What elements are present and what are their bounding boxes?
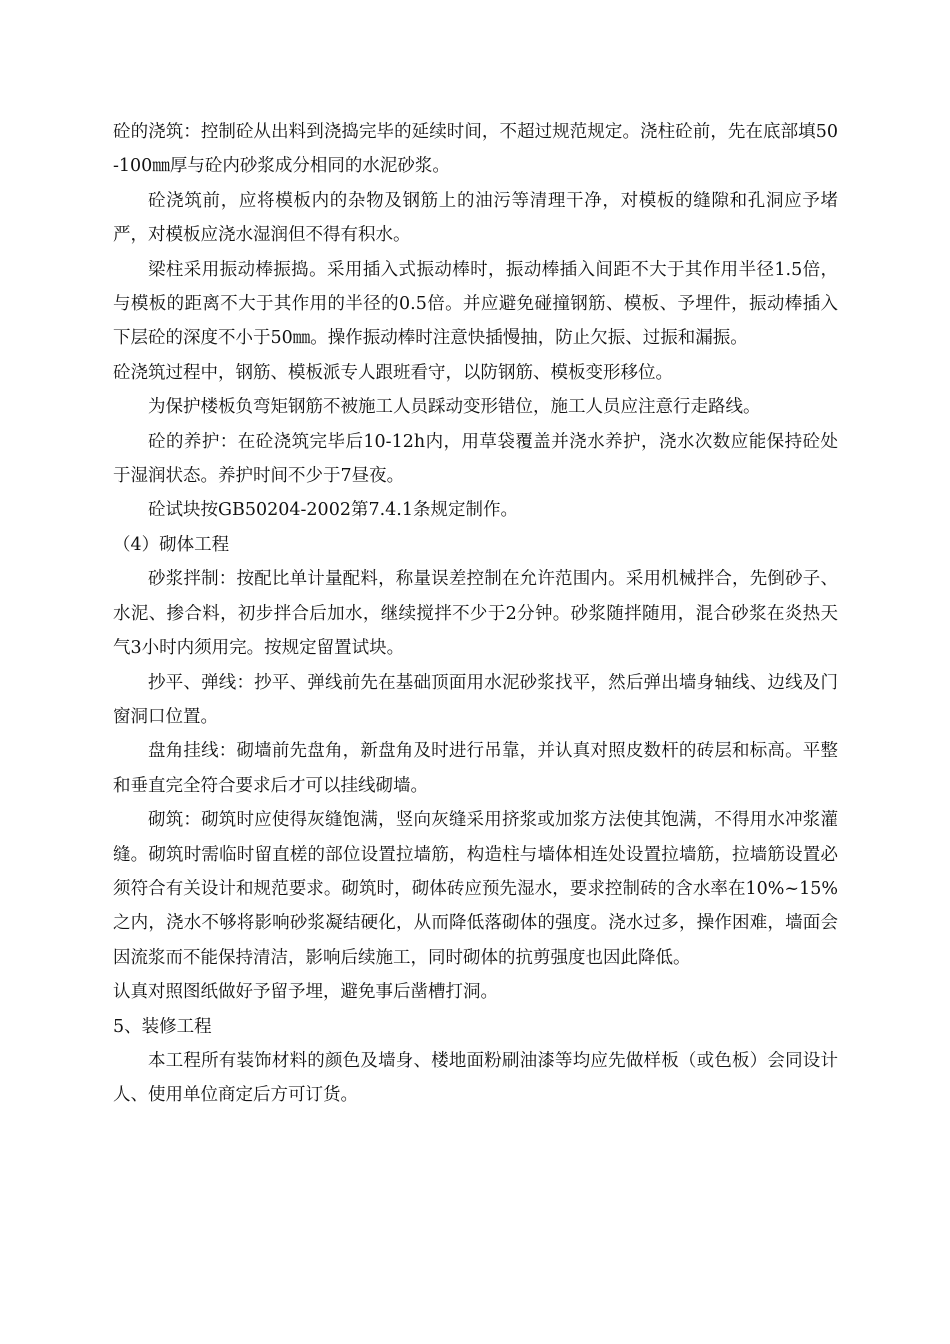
paragraph-decoration-samples: 本工程所有装饰材料的颜色及墙身、楼地面粉刷油漆等均应先做样板（或色板）会同设计人、使用单位商定后方可订货。 — [113, 1050, 838, 1106]
paragraph-supervision: 砼浇筑过程中，钢筋、模板派专人跟班看守，以防钢筋、模板变形移位。 — [113, 362, 673, 383]
paragraph-concrete-pouring: 砼的浇筑：控制砼从出料到浇捣完毕的延续时间，不超过规范规定。浇柱砼前，先在底部填50-100㎜厚与砼内砂浆成分相同的水泥砂浆。 — [113, 122, 838, 177]
document-body — [113, 115, 838, 1113]
paragraph-reserved-openings: 认真对照图纸做好予留予埋，避免事后凿槽打洞。 — [113, 982, 498, 1003]
paragraph-rebar-protection: 为保护楼板负弯矩钢筋不被施工人员踩动变形错位，施工人员应注意行走路线。 — [148, 397, 761, 418]
paragraph-leveling: 抄平、弹线：抄平、弹线前先在基础顶面用水泥砂浆找平，然后弹出墙身轴线、边线及门窗洞口位置。 — [113, 672, 838, 727]
section-heading-masonry: （4）砌体工程 — [113, 534, 230, 555]
paragraph-bricklaying: 砌筑：砌筑时应使得灰缝饱满，竖向灰缝采用挤浆或加浆方法使其饱满，不得用水冲浆灌缝。砌筑时需临时留直槎的部位设置拉墙筋，构造柱与墙体相连处设置拉墙筋，拉墙筋设置必须符合有关设计和规范要求。砌筑时，砌体砖应预先湿水，要求控制砖的含水率在10%~15%之内，浇水不够将影响砂浆凝结硬化，从而降低落砌体的强度。浇水过多，操作困难，墙面会因流浆而不能保持清洁，影响后续施工，同时砌体的抗剪强度也因此降低。 — [113, 810, 838, 968]
paragraph-test-blocks: 砼试块按GB50204-2002第7.4.1条规定制作。 — [148, 500, 518, 521]
paragraph-corner-lines: 盘角挂线：砌墙前先盘角，新盘角及时进行吊靠，并认真对照皮数杆的砖层和标高。平整和垂直完全符合要求后才可以挂线砌墙。 — [113, 741, 838, 796]
paragraph-curing: 砼的养护：在砼浇筑完毕后10-12h内，用草袋覆盖并浇水养护，浇水次数应能保持砼处于湿润状态。养护时间不少于7昼夜。 — [113, 431, 838, 487]
section-heading-decoration: 5、装修工程 — [113, 1016, 212, 1037]
paragraph-mortar-mixing: 砂浆拌制：按配比单计量配料，称量误差控制在允许范围内。采用机械拌合，先倒砂子、水泥、掺合料，初步拌合后加水，继续搅拌不少于2分钟。砂浆随拌随用，混合砂浆在炎热天气3小时内须用完。按规定留置试块。 — [113, 569, 838, 659]
paragraph-formwork-cleaning: 砼浇筑前，应将模板内的杂物及钢筋上的油污等清理干净，对模板的缝隙和孔洞应予堵严，对模板应浇水湿润但不得有积水。 — [113, 190, 838, 246]
paragraph-vibration: 梁柱采用振动棒振捣。采用插入式振动棒时，振动棒插入间距不大于其作用半径1.5倍，与模板的距离不大于其作用的半径的0.5倍。并应避免碰撞钢筋、模板、予埋件，振动棒插入下层砼的深度不小于50㎜。操作振动棒时注意快插慢抽，防止欠振、过振和漏振。 — [113, 259, 838, 349]
